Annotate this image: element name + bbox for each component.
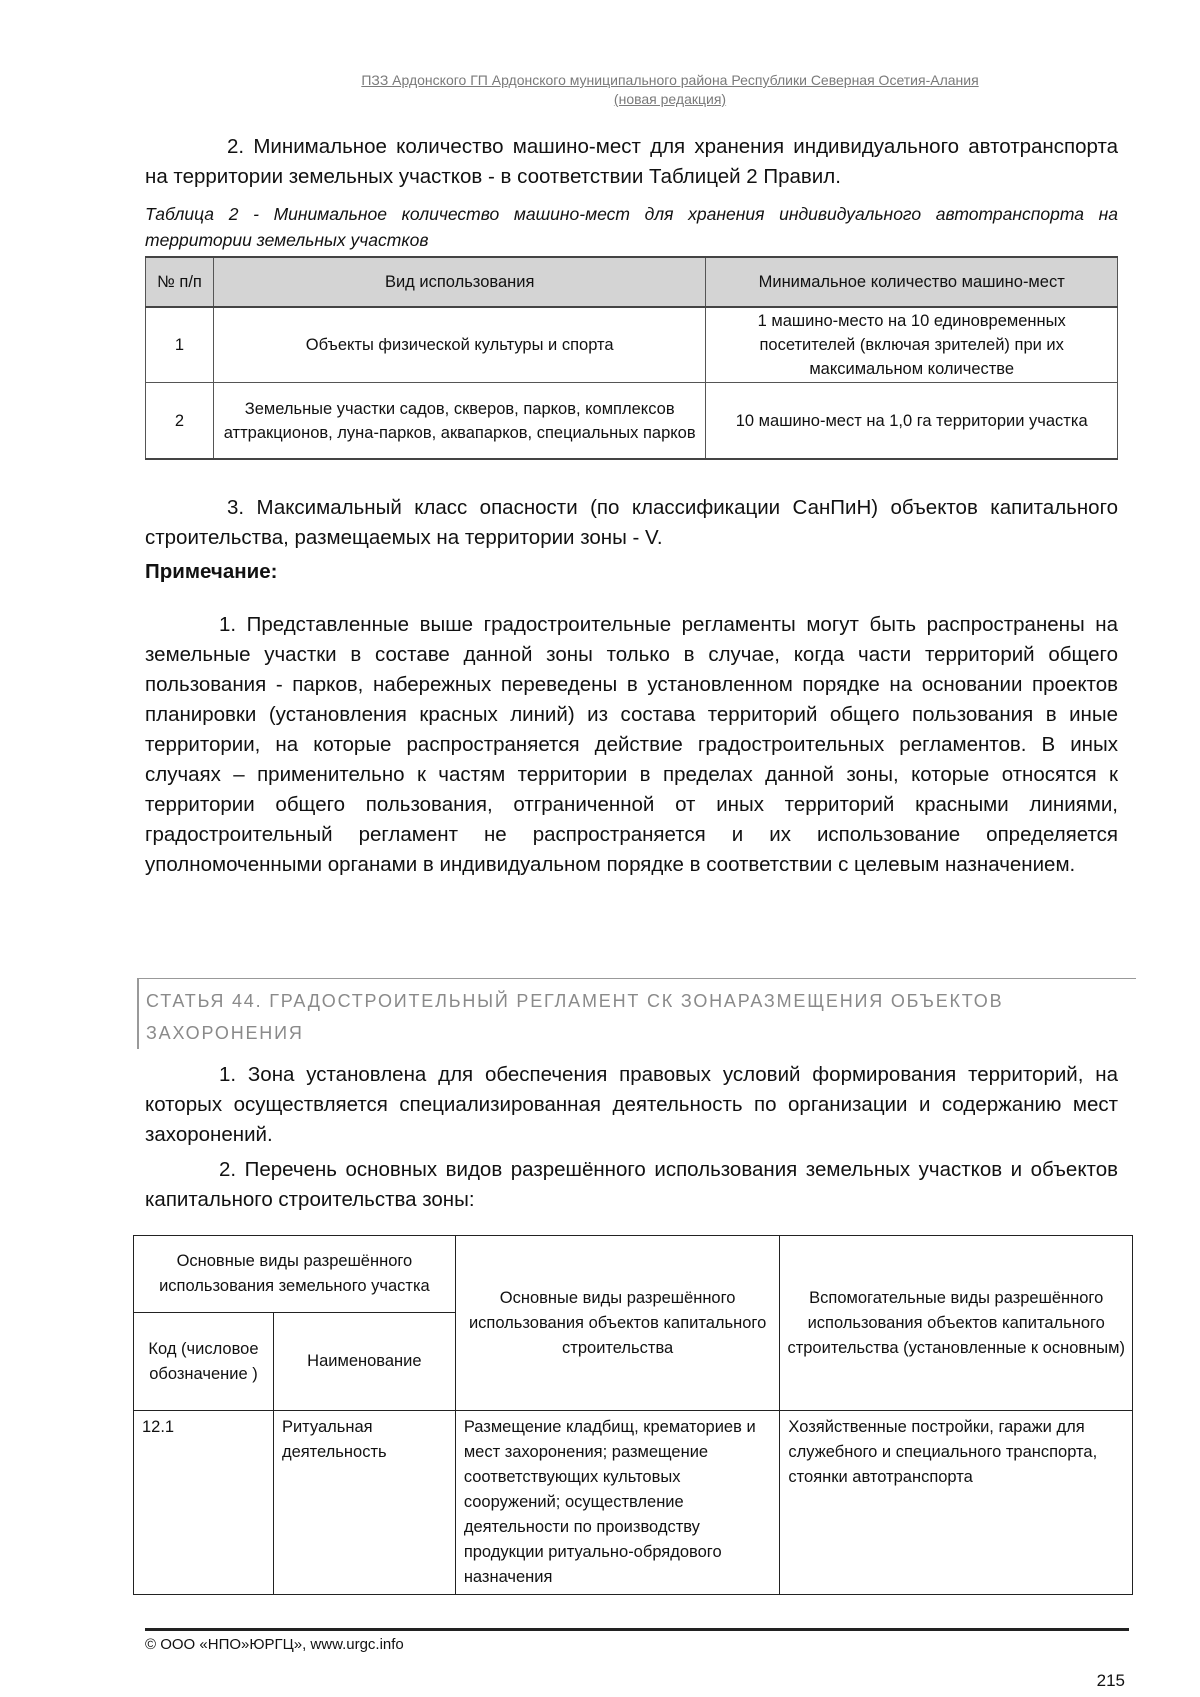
table-2-caption: Таблица 2 - Минимальное количество машино-мест для хранения индивидуального автотранспорта на территории земельных участков [145,204,1118,250]
paragraph-parking-requirement: 2. Минимальное количество машино-мест для хранения индивидуального автотранспорта на территории земельных участков - в соответствии Таблицей 2 Правил. [145,135,1118,188]
article-paragraph-2: 2. Перечень основных видов разрешённого использования земельных участков и объектов капитального строительства зоны: [145,1158,1118,1211]
table-header-row [146,257,1118,307]
cell-min-spaces: 1 машино-место на 10 единовременных посетителей (включая зрителей) при их максимальном количестве [706,307,1118,383]
group-header-land-use: Основные виды разрешённого использования земельного участка [134,1236,456,1313]
cell-code: 12.1 [134,1411,274,1595]
col-header-min-spaces: Минимальное количество машино-мест [706,257,1118,307]
cell-usage: Земельные участки садов, скверов, парков, комплексов аттракционов, луна-парков, аквапарков, специальных парков [213,383,705,460]
table-header-row [134,1236,1133,1313]
header-line-1: ПЗЗ Ардонского ГП Ардонского муниципального района Республики Северная Осетия-Алания [361,72,979,88]
cell-number: 1 [146,307,214,383]
page-number: 215 [1096,1671,1125,1690]
col-header-capital-construction: Основные виды разрешённого использования объектов капитального строительства [455,1236,780,1411]
table-row [146,383,1118,460]
cell-usage: Объекты физической культуры и спорта [213,307,705,383]
table-row [134,1411,1133,1595]
parking-table [145,256,1118,460]
article-heading: СТАТЬЯ 44. ГРАДОСТРОИТЕЛЬНЫЙ РЕГЛАМЕНТ СК ЗОНАРАЗМЕЩЕНИЯ ОБЪЕКТОВ ЗАХОРОНЕНИЯ [137,978,1136,1049]
paragraph-hazard-class: 3. Максимальный класс опасности (по классификации СанПиН) объектов капитального строительства, размещаемых на территории зоны - V. [145,496,1118,549]
cell-min-spaces: 10 машино-мест на 1,0 га территории участка [706,383,1118,460]
cell-capital-construction: Размещение кладбищ, крематориев и мест захоронения; размещение соответствующих культовых сооружений; осуществление деятельности по производству продукции ритуально-обрядового назначения [455,1411,780,1595]
table-row [146,307,1118,383]
header-line-2: (новая редакция) [613,91,727,107]
cell-name: Ритуальная деятельность [273,1411,455,1595]
permitted-use-table [133,1235,1133,1595]
col-header-auxiliary-uses: Вспомогательные виды разрешённого использования объектов капитального строительства (установленные к основным) [780,1236,1133,1411]
footer-divider [145,1628,1129,1631]
col-header-name: Наименование [273,1313,455,1411]
col-header-code: Код (числовое обозначение ) [134,1313,274,1411]
footer-copyright: © ООО «НПО»ЮРГЦ», www.urgc.info [145,1636,404,1653]
col-header-usage: Вид использования [213,257,705,307]
article-paragraph-1: 1. Зона установлена для обеспечения правовых условий формирования территорий, на которых осуществляется специализированная деятельность по организации и содержанию мест захоронений. [145,1063,1118,1146]
cell-number: 2 [146,383,214,460]
running-header [240,71,1100,109]
note-title: Примечание: [145,560,278,583]
note-paragraph: 1. Представленные выше градостроительные регламенты могут быть распространены на земельные участки в составе данной зоны только в случае, когда части территорий общего пользования - парков, набережных переведены в установленном порядке на основании проектов планировки (установления красных линий) из состава территорий общего пользования в иные территории, на которые распространяется действие градостроительных регламентов. В иных случаях – применительно к частям территории в пределах данной зоны, которые относятся к территории общего пользования, отграниченной от иных территорий красными линиями, градостроительный регламент не распространяется и их использование определяется уполномоченными органами в индивидуальном порядке в соответствии с целевым назначением. [145,613,1118,876]
cell-auxiliary-uses: Хозяйственные постройки, гаражи для служебного и специального транспорта, стоянки автотранспорта [780,1411,1133,1595]
col-header-number: № п/п [146,257,214,307]
